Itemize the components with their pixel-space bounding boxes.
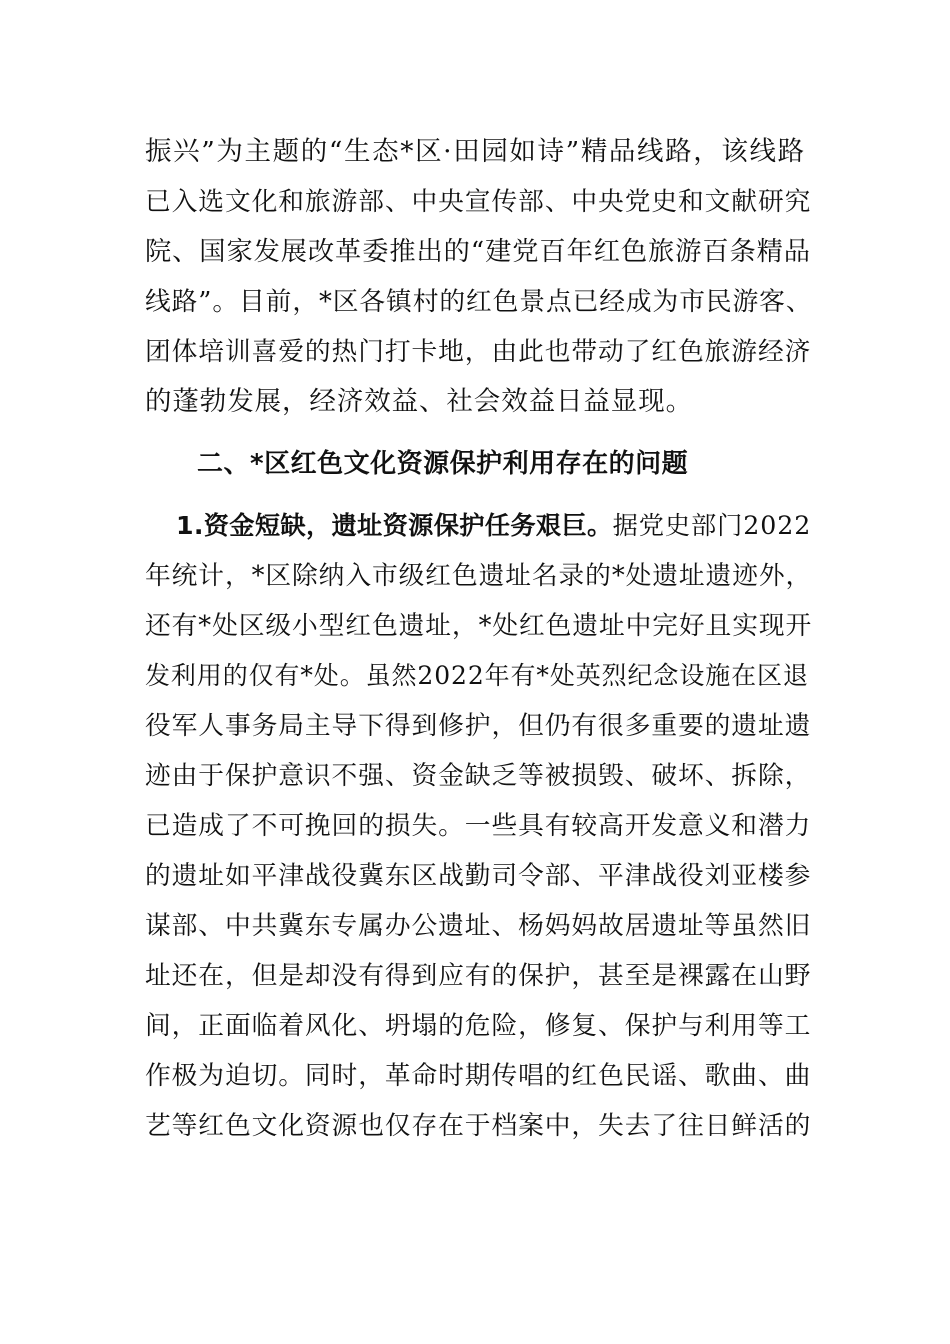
paragraph-line: 院、国家发展改革委推出的“建党百年红色旅游百条精品 (145, 237, 811, 267)
paragraph-line: 还有*处区级小型红色遗址，*处红色遗址中完好且实现开 (145, 611, 813, 641)
paragraph-line: 间，正面临着风化、坍塌的危险，修复、保护与利用等工 (145, 1011, 812, 1041)
paragraph-lead-bold: 1.资金短缺，遗址资源保护任务艰巨。 (176, 511, 613, 540)
paragraph-line: 址还在，但是却没有得到应有的保护，甚至是裸露在山野 (145, 961, 812, 991)
paragraph-line: 团体培训喜爱的热门打卡地，由此也带动了红色旅游经济 (145, 337, 812, 367)
section-heading: 二、*区红色文化资源保护利用存在的问题 (197, 449, 689, 479)
paragraph-line: 作极为迫切。同时，革命时期传唱的红色民谣、歌曲、曲 (145, 1061, 812, 1091)
paragraph-line: 已入选文化和旅游部、中央宣传部、中央党史和文献研究 (145, 187, 812, 217)
paragraph-lead-line (176, 506, 812, 546)
paragraph-lead-rest: 据党史部门2022 (612, 511, 812, 540)
paragraph-line: 的蓬勃发展，经济效益、社会效益日益显现。 (145, 386, 693, 417)
paragraph-line: 迹由于保护意识不强、资金缺乏等被损毁、破坏、拆除， (145, 761, 812, 791)
paragraph-line: 的遗址如平津战役冀东区战勤司令部、平津战役刘亚楼参 (145, 861, 812, 891)
paragraph-line: 年统计，*区除纳入市级红色遗址名录的*处遗址遗迹外， (145, 561, 813, 591)
paragraph-line: 艺等红色文化资源也仅存在于档案中，失去了往日鲜活的 (145, 1111, 812, 1141)
paragraph-line: 已造成了不可挽回的损失。一些具有较高开发意义和潜力 (145, 811, 812, 841)
paragraph-line: 振兴”为主题的“生态*区·田园如诗”精品线路，该线路 (145, 136, 805, 167)
paragraph-line: 发利用的仅有*处。虽然2022年有*处英烈纪念设施在区退 (145, 661, 809, 690)
paragraph-line: 谋部、中共冀东专属办公遗址、杨妈妈故居遗址等虽然旧 (145, 911, 812, 941)
paragraph-line: 线路”。目前，*区各镇村的红色景点已经成为市民游客、 (145, 287, 813, 317)
paragraph-line: 役军人事务局主导下得到修护，但仍有很多重要的遗址遗 (145, 711, 812, 741)
